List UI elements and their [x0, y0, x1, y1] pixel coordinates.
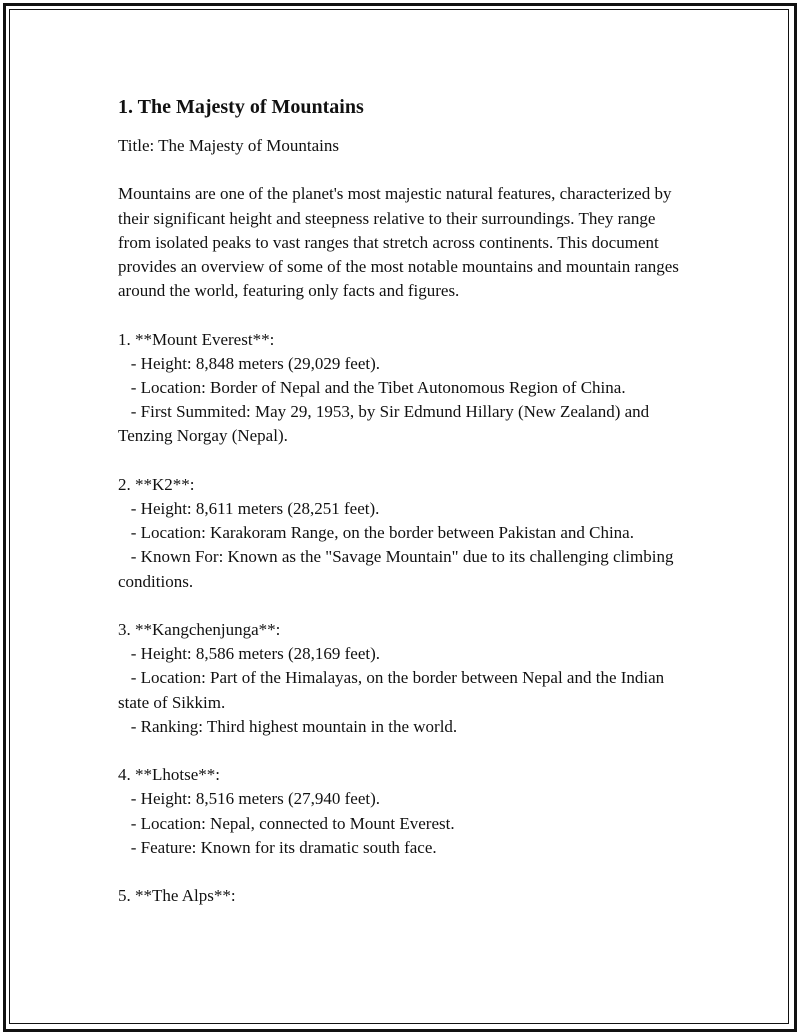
blank-line — [118, 860, 688, 884]
blank-line — [118, 303, 688, 327]
list-item-detail: - Location: Border of Nepal and the Tibet Autonomous Region of China. — [118, 378, 626, 398]
list-item-detail: - Location: Nepal, connected to Mount Everest. — [118, 813, 455, 833]
document-body — [118, 94, 688, 909]
list-item-detail: - Feature: Known for its dramatic south face. — [118, 837, 437, 857]
doc-title-line: Title: The Majesty of Mountains — [118, 136, 339, 155]
blank-line — [118, 449, 688, 473]
blank-line — [118, 594, 688, 618]
list-item-detail: - Location: Karakoram Range, on the border between Pakistan and China. — [118, 523, 634, 543]
list-item-heading: 1. **Mount Everest**: — [118, 329, 275, 349]
list-item-heading: 5. **The Alps**: — [118, 886, 236, 906]
intro-paragraph: Mountains are one of the planet's most majestic natural features, characterized by their significant height and steepness relative to their surroundings. They range from isolated peaks to vast ranges that stretch across continents. This document provides an overview of some of the most notable mountains and mountain ranges around the world, featuring only facts and figures. — [118, 184, 684, 301]
list-item-detail: - Location: Part of the Himalayas, on the border between Nepal and the Indian state of Sikkim. — [118, 668, 669, 712]
blank-line — [118, 739, 688, 763]
list-item-heading: 3. **Kangchenjunga**: — [118, 620, 281, 640]
list-item-detail: - Known For: Known as the "Savage Mountain" due to its challenging climbing conditions. — [118, 547, 678, 591]
list-item-detail: - Height: 8,848 meters (29,029 feet). — [118, 353, 381, 373]
list-item-detail: - Ranking: Third highest mountain in the world. — [118, 716, 458, 736]
list-item-heading: 4. **Lhotse**: — [118, 765, 220, 785]
list-item-detail: - Height: 8,611 meters (28,251 feet). — [118, 499, 380, 519]
list-item-detail: - Height: 8,586 meters (28,169 feet). — [118, 644, 381, 664]
list-item-heading: 2. **K2**: — [118, 474, 195, 494]
list-item-detail: - First Summited: May 29, 1953, by Sir Edmund Hillary (New Zealand) and Tenzing Norgay (Nepal). — [118, 402, 654, 446]
section-heading: 1. The Majesty of Mountains — [118, 96, 364, 118]
list-item-detail: - Height: 8,516 meters (27,940 feet). — [118, 789, 381, 809]
blank-line — [118, 158, 688, 182]
